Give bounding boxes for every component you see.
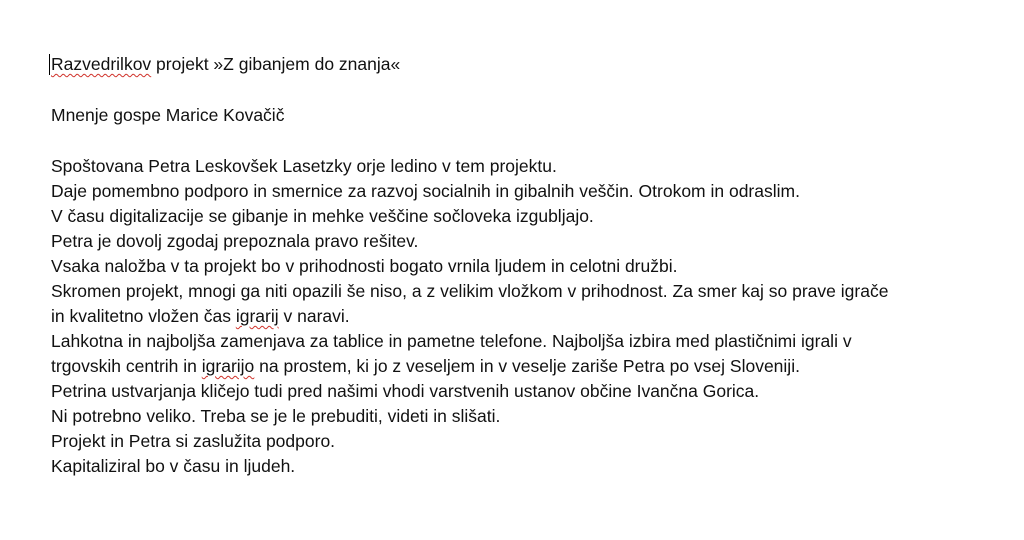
paragraph-line: Skromen projekt, mnogi ga niti opazili še niso, a z velikim vložkom v prihodnost. Za smer kaj so prave igrače: [51, 281, 889, 301]
paragraph-line: Daje pomembno podporo in smernice za razvoj socialnih in gibalnih veščin. Otrokom in odraslim.: [51, 181, 800, 201]
paragraph-line: Spoštovana Petra Leskovšek Lasetzky orje ledino v tem projektu.: [51, 156, 557, 176]
line-text: trgovskih centrih in: [51, 356, 202, 376]
empty-paragraph: [51, 77, 1011, 103]
paragraph-line: Vsaka naložba v ta projekt bo v prihodnosti bogato vrnila ljudem in celotni družbi.: [51, 256, 678, 276]
line-text: v naravi.: [278, 306, 350, 326]
document-body[interactable]: [51, 52, 1011, 479]
spellcheck-flagged-word[interactable]: Razvedrilkov: [51, 54, 152, 74]
paragraph-line: Ni potrebno veliko. Treba se je le prebuditi, videti in slišati.: [51, 406, 501, 426]
spellcheck-flagged-word[interactable]: igrarijo: [201, 356, 255, 376]
paragraph-line: Kapitaliziral bo v času in ljudeh.: [51, 456, 296, 476]
empty-paragraph: [51, 128, 1011, 154]
spellcheck-flagged-word[interactable]: igrarij: [235, 306, 279, 326]
paragraph-line: [51, 304, 1011, 329]
paragraph-line: Projekt in Petra si zaslužita podporo.: [51, 431, 336, 451]
document-subtitle: Mnenje gospe Marice Kovačič: [51, 105, 285, 125]
paragraph-line: Petra je dovolj zgodaj prepoznala pravo rešitev.: [51, 231, 419, 251]
document-title[interactable]: [51, 52, 1011, 77]
paragraph-line: V času digitalizacije se gibanje in mehke veščine sočloveka izgubljajo.: [51, 206, 594, 226]
line-text: na prostem, ki jo z veseljem in v veselje zariše Petra po vsej Sloveniji.: [254, 356, 800, 376]
paragraph-line: Lahkotna in najboljša zamenjava za tablice in pametne telefone. Najboljša izbira med plastičnimi igrali v: [51, 331, 852, 351]
text-cursor: [49, 54, 50, 75]
paragraph-line: Petrina ustvarjanja kličejo tudi pred našimi vhodi varstvenih ustanov občine Ivančna Gorica.: [51, 381, 760, 401]
title-text: projekt »Z gibanjem do znanja«: [151, 54, 401, 74]
line-text: in kvalitetno vložen čas: [51, 306, 236, 326]
paragraph-line: [51, 354, 1011, 379]
